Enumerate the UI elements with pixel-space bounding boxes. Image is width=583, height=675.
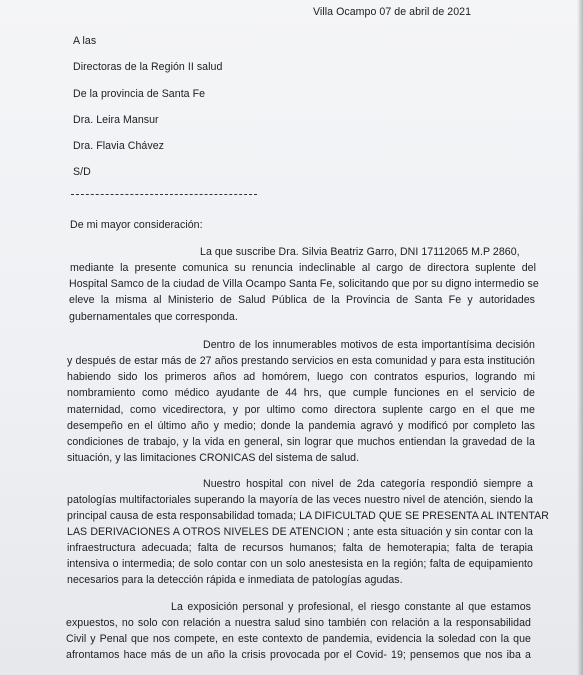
paragraph-line: LAS DERIVACIONES A OTROS NIVELES DE ATENCION ; ante esta situación y sin contar con la — [67, 526, 533, 538]
paragraph-line: afrontamos hace más de un año la crisis provocada por el Covid- 19; pensemos que nos iba a — [66, 649, 531, 661]
paragraph-line: mediante la presente comunica su renuncia indeclinable al cargo de directora suplente del — [70, 262, 536, 274]
addressee-line: Directoras de la Región II salud — [73, 61, 223, 73]
paragraph-line: situación, y las limitaciones CRONICAS del sistema de salud. — [67, 452, 360, 464]
paragraph-line: nombramiento como médico ayudante de 44 hrs, que cumple funciones en el servicio de — [67, 387, 535, 399]
paragraph-line: y después de estar más de 27 años prestando servicios en esta comunidad y para esta institución — [67, 355, 535, 367]
paragraph-line: intensiva o intermedia; de solo contar con un solo anestesista en la región; falta de equipamiento — [67, 558, 533, 570]
addressee-line: S/D — [73, 166, 91, 178]
paragraph-line: patologías multifactoriales superando la mayoría de las veces nuestro nivel de atención, siendo la — [67, 494, 533, 506]
paragraph-line: condiciones de trabajo, y la vida en general, sin lograr que muchos entiendan la gravedad de la — [67, 436, 535, 448]
paragraph-line: maternidad, como vicedirectora, y por ultimo como directora suplente cargo en el que me — [67, 404, 535, 416]
paragraph-line: Nuestro hospital con nivel de 2da categoría respondió siempre a — [203, 478, 533, 490]
paragraph-line: habiendo sido los primeros años ad homórem, luego con contratos espurios, logrando mi — [67, 371, 535, 383]
paragraph-line: La que suscribe Dra. Silvia Beatriz Garro, DNI 17112065 M.P 2860, — [200, 246, 520, 258]
paragraph-line: necesarios para la detección rápida e inmediata de patologías agudas. — [67, 574, 403, 586]
paragraph-line: Civil y Penal que nos compete, en este contexto de pandemia, evidencia la soledad con la que — [66, 633, 531, 645]
paragraph-line: eleve la misma al Ministerio de Salud Pública de la Provincia de Santa Fe y autoridades — [69, 294, 535, 306]
paragraph-line: Hospital Samco de la ciudad de Villa Ocampo Santa Fe, solicitando que por su digno intermedio se — [69, 278, 539, 290]
letter-date: Villa Ocampo 07 de abril de 2021 — [313, 6, 472, 18]
addressee-line: De la provincia de Santa Fe — [73, 88, 206, 100]
paragraph-line: gubernamentales que corresponda. — [69, 311, 238, 323]
paragraph-line: La exposición personal y profesional, el riesgo constante al que estamos — [171, 601, 531, 613]
page-edge-shadow — [577, 0, 583, 675]
paragraph-line: infraestructura adecuada; falta de recursos humanos; falta de hemoterapia; falta de terapia — [67, 542, 533, 554]
addressee-line: Dra. Leira Mansur — [73, 114, 159, 126]
paragraph-line: principal causa de esta responsabilidad tomada; LA DIFICULTAD QUE SE PRESENTA AL INTENTAR — [67, 510, 549, 522]
paragraph-line: desempeño en el último año y medio; donde la pandemia agravó y modificó por completo las — [67, 420, 535, 432]
paragraph-line: expuestos, no solo con relación a nuestra salud sino también con relación a la responsabilidad — [66, 617, 531, 629]
addressee-line: A las — [73, 35, 97, 47]
salutation: De mi mayor consideración: — [70, 219, 203, 231]
paragraph-line: Dentro de los innumerables motivos de esta importantísima decisión — [203, 339, 535, 351]
addressee-line: Dra. Flavia Chávez — [73, 140, 164, 152]
dotted-divider — [71, 194, 257, 195]
